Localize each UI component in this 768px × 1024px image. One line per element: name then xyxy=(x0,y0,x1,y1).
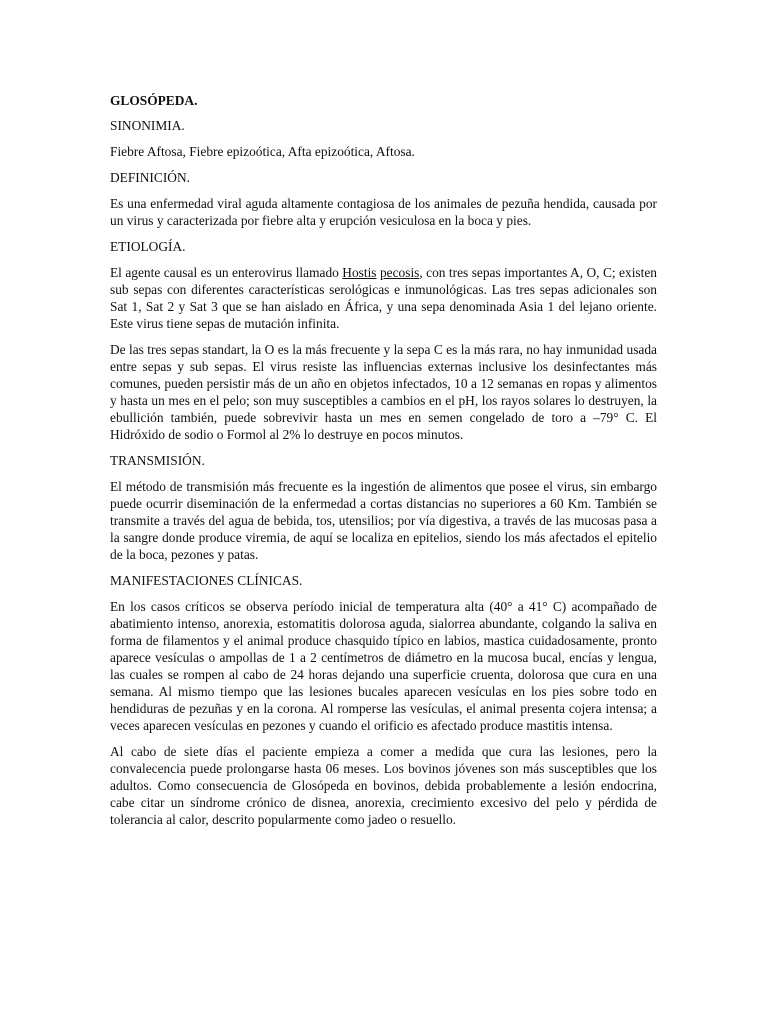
paragraph-manifestaciones-2: Al cabo de siete días el paciente empieza a comer a medida que cura las lesiones, pero la convalecencia puede prolongarse hasta 06 meses. Los bovinos jóvenes son más susceptibles que los adultos. Como consecuencia de Glosópeda en bovinos, debida probablemente a lesión endocrina, cabe citar un síndrome crónico de disnea, anorexia, crecimiento excesivo del pelo y pérdida de tolerancia al calor, descrito popularmente como jadeo o resuello. xyxy=(110,744,657,827)
paragraph-etiologia-2: De las tres sepas standart, la O es la más frecuente y la sepa C es la más rara, no hay inmunidad usada entre sepas y sub sepas. El virus resiste las influencias externas inclusive los desinfectantes más comunes, pueden persistir más de un año en objetos infectados, 10 a 12 semanas en ropas y alimentos y hasta un mes en el pelo; son muy susceptibles a cambios en el pH, los rayos solares lo destruyen, la ebullición también, puede sobrevivir hasta un mes en semen congelado de toro a –79° C. El Hidróxido de sodio o Formol al 2% lo destruye en pocos minutos. xyxy=(110,342,657,442)
underlined-term-hostis: Hostis xyxy=(342,265,377,280)
heading-etiologia: ETIOLOGÍA. xyxy=(110,239,186,254)
paragraph-manifestaciones-1: En los casos críticos se observa período inicial de temperatura alta (40° a 41° C) acompañado de abatimiento intenso, anorexia, estomatitis dolorosa aguda, sialorrea abundante, colgando la saliva en forma de filamentos y el animal produce chasquido típico en labios, mastica cuidadosamente, pronto aparece vesículas o ampollas de 1 a 2 centímetros de diámetro en la mucosa bucal, encías y lengua, las cuales se rompen al cabo de 24 horas dejando una superficie cruenta, dolorosa que cura en una semana. Al mismo tiempo que las lesiones bucales aparecen vesículas en los pies sobre todo en hendiduras de pezuñas y en la corona. Al romperse las vesículas, el animal presenta cojera intensa; a veces aparecen vesículas en pezones y cuando el orificio es afectado produce mastitis intensa. xyxy=(110,599,657,733)
underlined-term-pecosis: pecosis xyxy=(379,265,420,280)
paragraph-definicion: Es una enfermedad viral aguda altamente contagiosa de los animales de pezuña hendida, causada por un virus y caracterizada por fiebre alta y erupción vesiculosa en la boca y pies. xyxy=(110,196,657,228)
heading-sinonimia: SINONIMIA. xyxy=(110,118,185,133)
etiologia-text-start: El agente causal es un enterovirus llamado xyxy=(110,265,343,280)
document-title: GLOSÓPEDA. xyxy=(110,93,198,108)
paragraph-sinonimia: Fiebre Aftosa, Fiebre epizoótica, Afta epizoótica, Aftosa. xyxy=(110,144,415,159)
paragraph-transmision: El método de transmisión más frecuente es la ingestión de alimentos que posee el virus, sin embargo puede ocurrir diseminación de la enfermedad a cortas distancias no superiores a 60 Km. También se transmite a través del agua de bebida, tos, utensilios; por vía digestiva, a través de las mucosas pasa a la sangre donde produce viremia, de aquí se localiza en epitelios, siendo los más afectados el epitelio de la boca, pezones y patas. xyxy=(110,479,657,562)
document-page xyxy=(110,92,657,837)
paragraph-etiologia-1 xyxy=(110,264,657,332)
heading-transmision: TRANSMISIÓN. xyxy=(110,453,205,468)
etiologia-text-end: , con tres sepas importantes A, O, C; existen sub sepas con diferentes características serológicas e inmunológicas. Las tres sepas adicionales son Sat 1, Sat 2 y Sat 3 que se han aislado en África, y una sepa denominada Asia 1 del lejano oriente. Este virus tiene sepas de mutación infinita. xyxy=(110,265,657,331)
heading-definicion: DEFINICIÓN. xyxy=(110,170,190,185)
heading-manifestaciones: MANIFESTACIONES CLÍNICAS. xyxy=(110,573,303,588)
